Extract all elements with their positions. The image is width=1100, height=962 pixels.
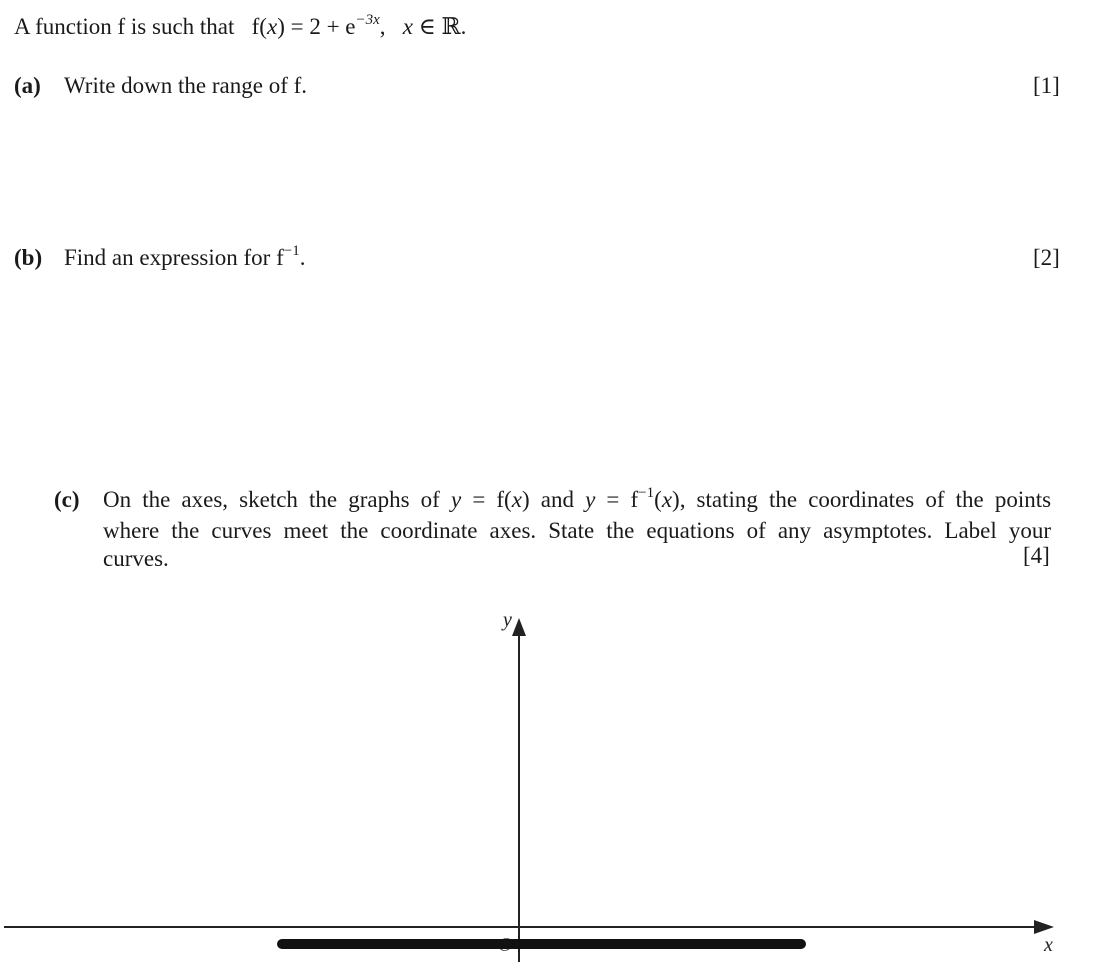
part-b-marks: [2] <box>1033 245 1060 270</box>
part-b-exponent: −1 <box>283 243 300 259</box>
part-c-y2: y <box>585 487 596 512</box>
part-c-label: (c) <box>54 487 80 512</box>
domain-set: ∈ ℝ. <box>418 14 467 39</box>
part-c-x1: x <box>511 487 522 512</box>
part-b-label: (b) <box>14 245 43 270</box>
function-lhs: f( <box>251 14 267 39</box>
y-axis-arrowhead <box>512 618 526 636</box>
x-axis-arrowhead <box>1034 920 1054 934</box>
part-c-eq1: = f( <box>472 487 512 512</box>
part-c-eq2: = f <box>606 487 639 512</box>
part-b-end: . <box>299 245 306 270</box>
part-a-marks: [1] <box>1033 73 1060 98</box>
part-c-open2: ( <box>654 487 662 512</box>
part-c-exponent: −1 <box>638 485 655 501</box>
domain-variable: x <box>402 14 413 39</box>
part-a-label: (a) <box>14 73 41 98</box>
part-c-line-3: curves. <box>103 546 169 571</box>
part-b-text: Find an expression for f <box>64 245 284 270</box>
function-exponent: −3x <box>355 12 380 28</box>
part-c-x2: x <box>661 487 673 512</box>
intro-text: A function f is such that <box>14 14 235 39</box>
home-indicator-bar <box>277 939 806 949</box>
part-c-line1-text: On the axes, sketch the graphs of <box>103 487 440 512</box>
part-c-line-2: where the curves meet the coordinate axes. State the equations of any asymptotes. Label your <box>103 518 1051 543</box>
part-c-marks: [4] <box>1023 543 1050 568</box>
x-axis-label: x <box>1044 934 1053 956</box>
function-rhs: ) = 2 + e <box>277 14 356 39</box>
intro-comma: , <box>379 14 386 39</box>
part-c-close1: ) <box>521 487 530 512</box>
part-c-and: and <box>540 487 574 512</box>
function-variable: x <box>266 14 278 39</box>
part-c-line1-rest: ), stating the coordinates of the points <box>672 487 1052 512</box>
part-c-y1: y <box>450 487 462 512</box>
part-a-question: Write down the range of f. <box>64 73 308 98</box>
y-axis-label: y <box>503 609 512 631</box>
